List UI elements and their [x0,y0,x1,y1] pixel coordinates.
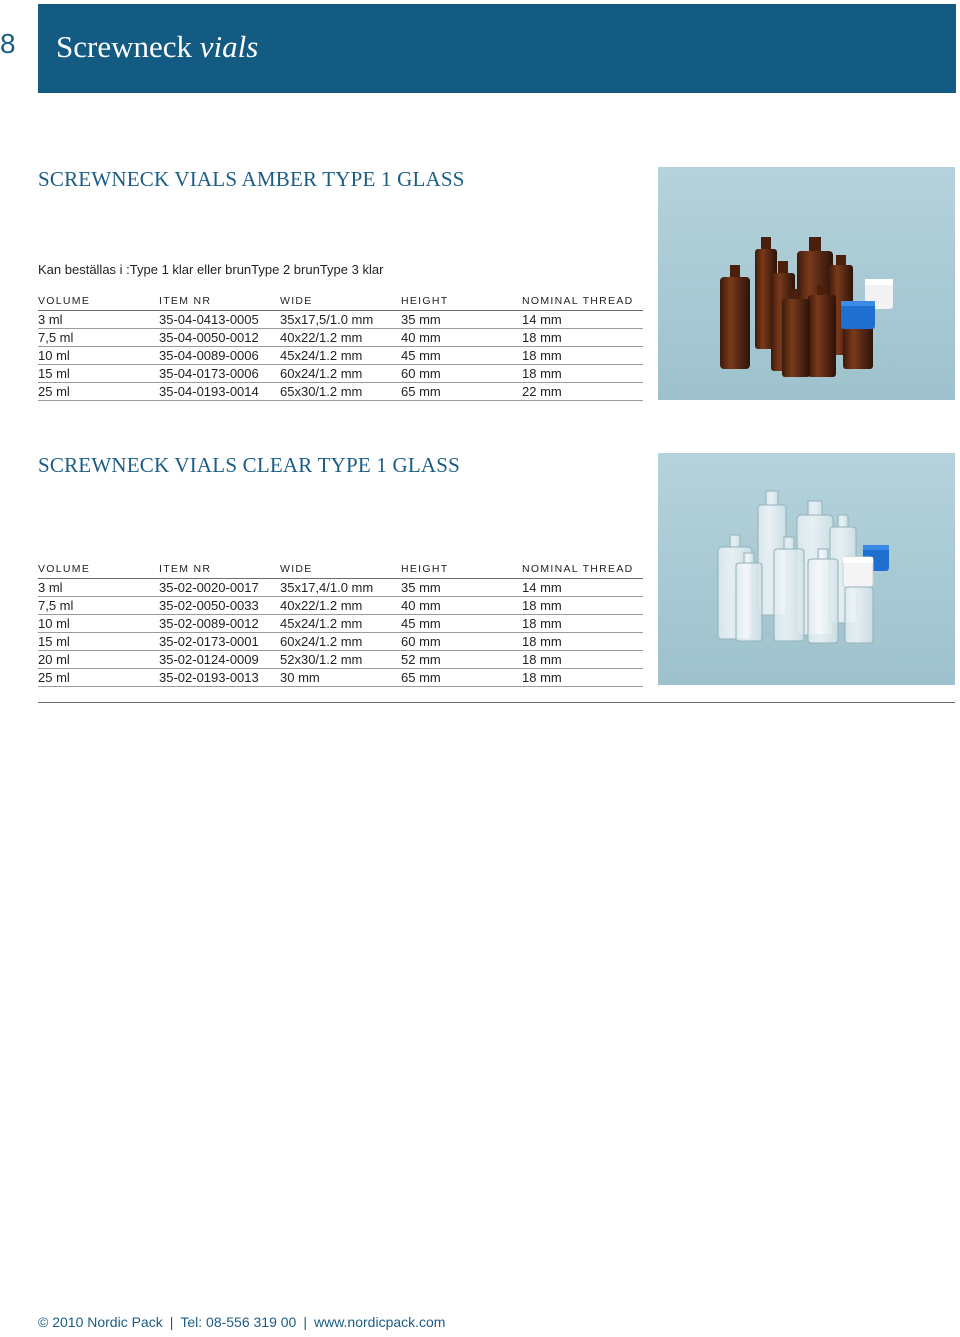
column-header-volume: VOLUME [38,561,159,579]
cell-height: 40 mm [401,597,522,615]
cell-height: 45 mm [401,347,522,365]
cell-volume: 25 ml [38,669,159,687]
clear-vials-table [38,561,643,687]
cell-wide: 35x17,4/1.0 mm [280,579,401,597]
cell-wide: 30 mm [280,669,401,687]
cell-wide: 60x24/1.2 mm [280,365,401,383]
cell-item-nr: 35-02-0020-0017 [159,579,280,597]
cell-height: 60 mm [401,365,522,383]
clear-vials-photo [658,453,955,685]
cell-item-nr: 35-04-0173-0006 [159,365,280,383]
column-header-height: HEIGHT [401,293,522,311]
section-divider [38,702,955,703]
footer-copyright: © 2010 Nordic Pack [38,1314,163,1330]
cell-wide: 40x22/1.2 mm [280,597,401,615]
table-row [38,329,643,347]
column-header-item-nr: ITEM NR [159,561,280,579]
order-note: Kan beställas i :Type 1 klar eller brunType 2 brunType 3 klar [38,262,384,277]
cell-thread: 18 mm [522,329,643,347]
cell-thread: 14 mm [522,311,643,329]
cell-item-nr: 35-04-0413-0005 [159,311,280,329]
column-header-item-nr: ITEM NR [159,293,280,311]
cell-thread: 18 mm [522,365,643,383]
page-title-main: Screwneck [56,29,192,64]
section-title-clear: SCREWNECK VIALS CLEAR TYPE 1 GLASS [38,453,460,477]
page-title [56,29,258,65]
cell-height: 35 mm [401,311,522,329]
footer-separator: | [303,1314,307,1330]
table-row [38,615,643,633]
table-row [38,365,643,383]
amber-vial-icon [720,265,750,369]
amber-vial-icon [782,289,810,377]
footer-separator: | [169,1314,174,1330]
amber-vials-photo [658,167,955,400]
page-title-italic: vials [199,29,259,64]
cell-height: 65 mm [401,669,522,687]
amber-vial-icon [808,285,836,377]
cell-item-nr: 35-04-0050-0012 [159,329,280,347]
cell-thread: 18 mm [522,615,643,633]
table-row [38,651,643,669]
cell-item-nr: 35-02-0124-0009 [159,651,280,669]
footer-phone: Tel: 08-556 319 00 [180,1314,297,1330]
cell-height: 40 mm [401,329,522,347]
cell-height: 52 mm [401,651,522,669]
cell-item-nr: 35-02-0173-0001 [159,633,280,651]
cell-volume: 15 ml [38,633,159,651]
cell-volume: 3 ml [38,579,159,597]
header-band [38,4,956,93]
cell-thread: 18 mm [522,651,643,669]
blue-cap-icon [841,301,875,329]
table-header-row [38,561,643,579]
white-cap-icon [843,557,873,587]
section-title-amber: SCREWNECK VIALS AMBER TYPE 1 GLASS [38,167,465,191]
column-header-volume: VOLUME [38,293,159,311]
amber-vials-illustration [658,167,955,400]
cell-wide: 45x24/1.2 mm [280,347,401,365]
clear-vial-icon [736,553,762,641]
cell-wide: 40x22/1.2 mm [280,329,401,347]
table-row [38,579,643,597]
table-row [38,669,643,687]
cell-thread: 14 mm [522,579,643,597]
column-header-wide: WIDE [280,293,401,311]
page-number: 8 [0,28,16,59]
table-row [38,311,643,329]
cell-wide: 65x30/1.2 mm [280,383,401,401]
cell-wide: 60x24/1.2 mm [280,633,401,651]
cell-item-nr: 35-02-0050-0033 [159,597,280,615]
cell-wide: 52x30/1.2 mm [280,651,401,669]
cell-volume: 20 ml [38,651,159,669]
column-header-wide: WIDE [280,561,401,579]
cell-thread: 18 mm [522,347,643,365]
clear-vial-icon [845,587,873,643]
cell-wide: 35x17,5/1.0 mm [280,311,401,329]
cell-volume: 7,5 ml [38,597,159,615]
cell-height: 45 mm [401,615,522,633]
cell-item-nr: 35-02-0193-0013 [159,669,280,687]
cell-thread: 18 mm [522,669,643,687]
cell-height: 60 mm [401,633,522,651]
cell-volume: 25 ml [38,383,159,401]
cell-volume: 7,5 ml [38,329,159,347]
footer [38,1314,445,1330]
cell-thread: 18 mm [522,633,643,651]
cell-volume: 3 ml [38,311,159,329]
column-header-nominal-thread: NOMINAL THREAD [522,561,643,579]
cell-volume: 10 ml [38,347,159,365]
table-row [38,597,643,615]
cell-item-nr: 35-04-0193-0014 [159,383,280,401]
cell-height: 35 mm [401,579,522,597]
table-row [38,383,643,401]
cell-item-nr: 35-02-0089-0012 [159,615,280,633]
cell-thread: 22 mm [522,383,643,401]
cell-wide: 45x24/1.2 mm [280,615,401,633]
cell-item-nr: 35-04-0089-0006 [159,347,280,365]
clear-vial-icon [808,549,838,643]
footer-website-link[interactable]: www.nordicpack.com [313,1314,446,1330]
column-header-height: HEIGHT [401,561,522,579]
clear-vials-illustration [658,453,955,685]
table-row [38,347,643,365]
cell-thread: 18 mm [522,597,643,615]
column-header-nominal-thread: NOMINAL THREAD [522,293,643,311]
cell-volume: 15 ml [38,365,159,383]
table-header-row [38,293,643,311]
table-row [38,633,643,651]
cell-volume: 10 ml [38,615,159,633]
clear-vial-icon [774,537,804,641]
cell-height: 65 mm [401,383,522,401]
amber-vials-table [38,293,643,401]
